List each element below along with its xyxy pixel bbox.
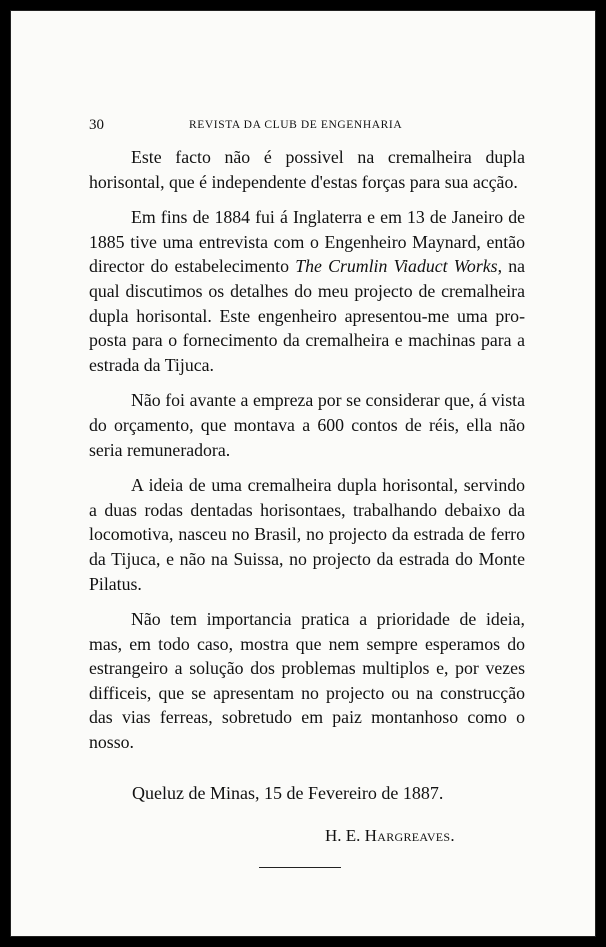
page-number: 30 (89, 117, 104, 133)
place-date: Queluz de Minas, 15 de Fevereiro de 1887. (132, 783, 444, 803)
paragraph-2 (89, 205, 525, 377)
document-page (10, 10, 596, 937)
signature-initials: H. E. (325, 826, 365, 845)
company-name: The Crumlin Viaduct Works (295, 256, 498, 277)
article-body (89, 145, 525, 766)
paragraph-3: Não foi avante a empreza por se considerar que, á vista do orçamento, que montava a 600 contos de réis, ella não seria remuneradora. (89, 390, 525, 460)
paragraph-2-text-a: Em fins de 1884 fui á Inglaterra e em 13 de Janeiro de 1885 tive uma entrevista com o Engenheiro Maynard, então director do estabelecimento (89, 207, 525, 277)
paragraph-2-text-b: , na qual discutimos os detalhes do meu projecto de cremalheira dupla horisontal. Este engenheiro apresentou-me uma proposta para o fornecimento da cremalheira e machinas para a estrada da Tijuca. (89, 256, 525, 375)
journal-title: REVISTA DA CLUB DE ENGENHARIA (189, 119, 403, 131)
signature (325, 826, 455, 846)
end-rule (259, 867, 341, 868)
paragraph-1: Este facto não é possivel na cremalheira dupla horisontal, que é independente d'estas forças para sua acção. (89, 147, 525, 192)
paragraph-4: A ideia de uma cremalheira dupla horisontal, servindo a duas rodas dentadas horisontaes, trabalhando debaixo da locomotiva, nasceu no Brasil, no projecto da estrada de ferro da Tijuca, e não na Suissa, no projecto da estrada do Monte Pilatus. (89, 475, 525, 594)
signature-surname: Hargreaves. (364, 826, 455, 845)
running-head (89, 117, 535, 137)
paragraph-5: Não tem importancia pratica a prioridade de ideia, mas, em todo caso, mostra que nem sempre esperamos do estrangeiro a solução dos problemas multiplos e, por vezes difficeis, que se apresentam no projecto ou na construcção das vias ferreas, sobretudo em paiz montanhoso como o nosso. (89, 609, 525, 753)
